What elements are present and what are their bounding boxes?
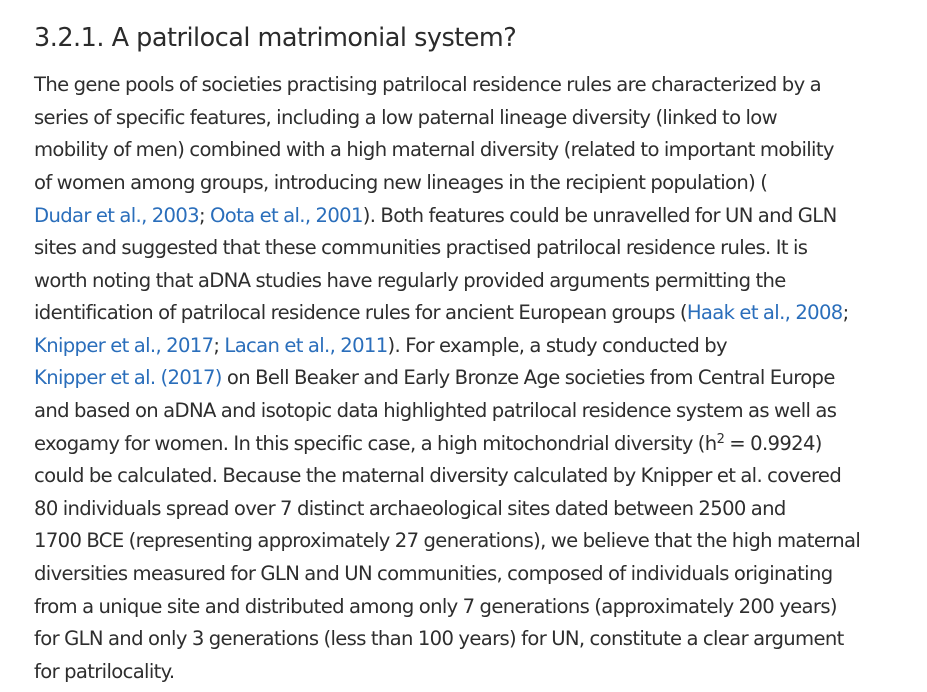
paragraph-line: series of specific features, including a low paternal lineage diversity (linked to low (34, 105, 778, 129)
citation-link-dudar-2003[interactable]: Dudar et al., 2003 (34, 203, 199, 227)
citation-link-lacan-2011[interactable]: Lacan et al., 2011 (224, 333, 388, 357)
citation-link-knipper-2017[interactable]: Knipper et al., 2017 (34, 333, 214, 357)
paragraph-line: worth noting that aDNA studies have regularly provided arguments permitting the (34, 268, 786, 292)
paragraph-text: ). For example, a study conducted by (387, 333, 727, 357)
paragraph-line (34, 362, 914, 395)
citation-link-knipper-2017-narrative[interactable]: Knipper et al. (2017) (34, 366, 222, 390)
paragraph-line (34, 428, 914, 461)
paragraph-text: on Bell Beaker and Early Bronze Age societies from Central Europe (221, 366, 835, 390)
paragraph-text: ). Both features could be unravelled for UN and GLN (362, 203, 837, 227)
citation-separator: ; (842, 301, 849, 325)
paragraph-line: from a unique site and distributed among only 7 generations (approximately 200 years) (34, 594, 837, 618)
paragraph-line (34, 200, 914, 233)
paragraph-line: of women among groups, introducing new lineages in the recipient population) ( (34, 170, 768, 194)
superscript: 2 (716, 431, 725, 447)
citation-link-haak-2008[interactable]: Haak et al., 2008 (686, 301, 843, 325)
paragraph-line: diversities measured for GLN and UN communities, composed of individuals originating (34, 562, 833, 586)
citation-link-oota-2001[interactable]: Oota et al., 2001 (210, 203, 363, 227)
paragraph-text: = 0.9924) (724, 431, 822, 455)
citation-separator: ; (199, 203, 211, 227)
paragraph-line: could be calculated. Because the maternal diversity calculated by Knipper et al. covered (34, 464, 842, 488)
section-heading: 3.2.1. A patrilocal matrimonial system? (34, 23, 517, 53)
paragraph-line (34, 330, 914, 363)
paragraph-text: identification of patrilocal residence rules for ancient European groups ( (34, 301, 687, 325)
paragraph-line: for GLN and only 3 generations (less than 100 years) for UN, constitute a clear argument (34, 627, 844, 651)
paragraph-line: sites and suggested that these communities practised patrilocal residence rules. It is (34, 236, 808, 260)
article-section (34, 22, 914, 688)
paragraph-line: The gene pools of societies practising patrilocal residence rules are characterized by a (34, 73, 821, 97)
paragraph-line (34, 297, 914, 330)
paragraph-line: for patrilocality. (34, 659, 175, 683)
paragraph-line: mobility of men) combined with a high maternal diversity (related to important mobility (34, 138, 834, 162)
body-paragraph (34, 69, 914, 688)
paragraph-line: 80 individuals spread over 7 distinct archaeological sites dated between 2500 and (34, 496, 786, 520)
citation-separator: ; (213, 333, 225, 357)
paragraph-line: 1700 BCE (representing approximately 27 generations), we believe that the high maternal (34, 529, 861, 553)
paragraph-line: and based on aDNA and isotopic data highlighted patrilocal residence system as well as (34, 399, 837, 423)
paragraph-text: exogamy for women. In this specific case, a high mitochondrial diversity (h (34, 431, 717, 455)
